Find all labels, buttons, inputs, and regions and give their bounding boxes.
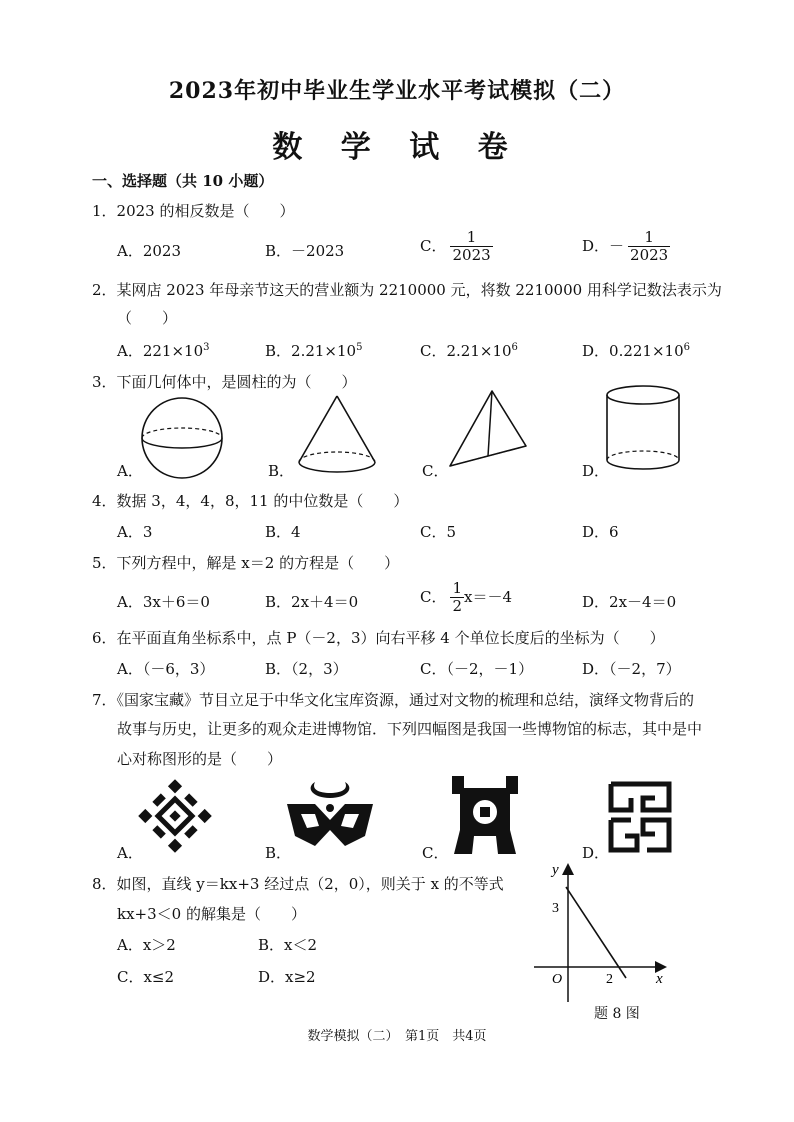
fraction-denominator: 2023 [452, 246, 491, 265]
line-graph [566, 887, 626, 978]
question-3-stem: 3．下面几何体中，是圆柱的为（ ） [92, 373, 357, 391]
q5-option-b: B．2x＋4＝0 [265, 593, 359, 611]
q8-option-b: B．x＜2 [258, 936, 318, 954]
q7-option-b: B． [265, 844, 292, 862]
q3-option-a: A． [117, 462, 143, 480]
meander-pattern-logo [607, 780, 673, 854]
option-letter: C． [420, 587, 447, 606]
q4-option-a: A．3 [117, 523, 153, 541]
option-base: A．221×10 [117, 342, 204, 360]
q3-option-d: D． [582, 462, 610, 480]
ding-vessel-logo [446, 774, 524, 856]
question-7-stem-cont2: 心对称图形的是（ ） [117, 750, 283, 768]
question-2-stem-cont: （ ） [117, 309, 178, 327]
option-letter: D．－ [582, 236, 625, 255]
q7-option-d: D． [582, 844, 610, 862]
q6-option-c: C．（－2，－1） [420, 660, 534, 678]
q6-option-a: A．（－6，3） [117, 660, 215, 678]
question-4-stem: 4．数据 3，4，4，8，11 的中位数是（ ） [92, 492, 409, 510]
exam-subtitle: 数 学 试 卷 [272, 130, 522, 165]
question-8-stem-cont: kx+3＜0 的解集是（ ） [117, 905, 306, 923]
q2-option-b [265, 340, 362, 361]
q3-option-c: C． [422, 462, 449, 480]
q7-option-a: A． [117, 844, 143, 862]
q4-option-c: C．5 [420, 523, 457, 541]
q8-option-a: A．x＞2 [117, 936, 176, 954]
q6-option-b: B．（2，3） [265, 660, 348, 678]
fraction-denominator: 2 [452, 597, 463, 616]
fraction [450, 229, 492, 265]
fraction-numerator: 1 [628, 229, 670, 247]
option-letter: C． [420, 236, 447, 255]
option-exponent: 6 [683, 342, 690, 353]
q4-option-d: D．6 [582, 523, 619, 541]
bronze-mask-logo [285, 780, 375, 850]
q1-option-c [420, 229, 493, 265]
q5-option-d: D．2x－4＝0 [582, 593, 677, 611]
y-intercept-label: 3 [552, 901, 559, 916]
q8-coordinate-figure [530, 856, 675, 1006]
fraction [450, 580, 464, 616]
q1-option-b: B．－2023 [265, 242, 345, 260]
sphere-icon [138, 396, 230, 482]
section-heading: 一、选择题（共 10 小题） [92, 172, 274, 190]
diamond-pattern-logo [135, 776, 215, 856]
question-2-stem: 2．某网店 2023 年母亲节这天的营业额为 2210000 元，将数 2210000 用科学记数法表示为 [92, 281, 722, 299]
q8-option-c: C．x≤2 [117, 968, 175, 986]
fraction-numerator: 1 [452, 579, 463, 597]
cone-icon [293, 392, 383, 478]
q2-option-d [582, 340, 690, 361]
question-1-stem: 1．2023 的相反数是（ ） [92, 202, 295, 220]
x-axis-label: x [656, 971, 663, 987]
option-base: B．2.21×10 [265, 342, 357, 360]
option-exponent: 5 [356, 342, 363, 353]
pyramid-icon [446, 388, 532, 472]
q4-option-b: B．4 [265, 523, 301, 541]
fraction-denominator: 2023 [630, 246, 669, 265]
q2-option-a [117, 340, 210, 361]
q1-option-a: A．2023 [117, 242, 182, 260]
q3-option-b: B． [268, 462, 295, 480]
fraction-numerator: 1 [450, 229, 492, 247]
fraction-rest: x＝－4 [464, 587, 513, 606]
fraction [628, 229, 670, 265]
figure-caption: 题 8 图 [594, 1006, 640, 1022]
q1-option-d [582, 229, 670, 265]
page-footer: 数学模拟（二） 第1页 共4页 [307, 1029, 487, 1044]
q2-option-c [420, 340, 518, 361]
origin-label: O [552, 972, 563, 987]
question-5-stem: 5．下列方程中，解是 x＝2 的方程是（ ） [92, 554, 400, 572]
q7-option-c: C． [422, 844, 449, 862]
option-exponent: 3 [203, 342, 210, 353]
x-intercept-label: 2 [606, 972, 613, 987]
cylinder-icon [605, 384, 685, 474]
q5-option-c [420, 580, 512, 616]
question-6-stem: 6．在平面直角坐标系中，点 P（－2，3）向右平移 4 个单位长度后的坐标为（ ） [92, 629, 665, 647]
q8-option-d: D．x≥2 [258, 968, 316, 986]
option-exponent: 6 [511, 342, 518, 353]
y-axis-label: y [552, 862, 559, 878]
question-7-stem: 7．《国家宝藏》节目立足于中华文化宝库资源，通过对文物的梳理和总结，演绎文物背后的 [92, 691, 695, 709]
exam-title: 2023年初中毕业生学业水平考试模拟（二） [168, 78, 626, 104]
q6-option-d: D．（－2，7） [582, 660, 681, 678]
option-base: D．0.221×10 [582, 342, 684, 360]
option-base: C．2.21×10 [420, 342, 512, 360]
q5-option-a: A．3x＋6＝0 [117, 593, 210, 611]
question-7-stem-cont: 故事与历史，让更多的观众走进博物馆．下列四幅图是我国一些博物馆的标志，其中是中 [117, 720, 703, 738]
question-8-stem: 8．如图，直线 y＝kx+3 经过点（2，0），则关于 x 的不等式 [92, 875, 504, 893]
